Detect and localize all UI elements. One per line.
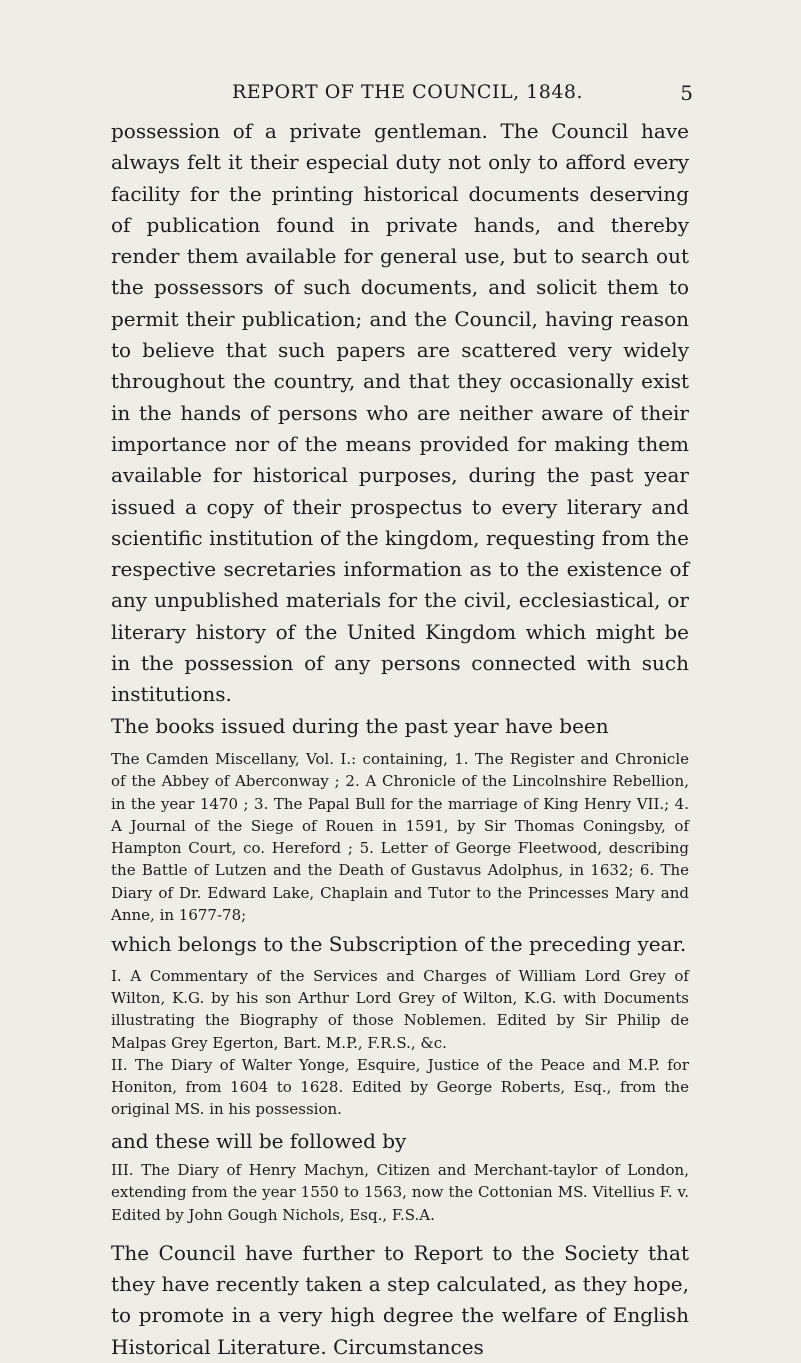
paragraph-followed-by: and these will be followed by	[111, 1128, 407, 1153]
paragraph-books-intro: The books issued during the past year have been	[111, 713, 609, 738]
list-item-diary-yonge: II. The Diary of Walter Yonge, Esquire, Justice of the Peace and M.P. for Honiton, from 1604 to 1628. Edited by George Roberts, Esq., from the original MS. in his possession.	[111, 1055, 689, 1119]
running-title: REPORT OF THE COUNCIL, 1848.	[232, 81, 584, 103]
paragraph-subscription: which belongs to the Subscription of the preceding year.	[111, 932, 687, 957]
page-number: 5	[680, 81, 693, 105]
paragraph-final: The Council have further to Report to the Society that they have recently taken a step calculated, as they hope, to promote in a very high degree the welfare of English Historical Literature. Circumstances	[111, 1240, 689, 1359]
list-item-diary-machyn: III. The Diary of Henry Machyn, Citizen and Merchant-taylor of London, extending from the year 1550 to 1563, now the Cottonian MS. Vitellius F. v. Edited by John Gough Nichols, Esq., F.S.A.	[111, 1160, 689, 1224]
paragraph-possession: possession of a private gentleman. The Council have always felt it their especial duty not only to afford every facility for the printing historical documents deserving of publication found in private hands, and thereby render them available for general use, but to search out the possessors of such documents, and solicit them to permit their publication; and the Council, having reason to believe that such papers are scattered very widely throughout the country, and that they occasionally exist in the hands of persons who are neither aware of their importance nor of the means provided for making them available for historical purposes, during the past year issued a copy of their prospectus to every literary and scientific institution of the kingdom, requesting from the respective secretaries information as to the existence of any unpublished materials for the civil, ecclesiastical, or literary history of the United Kingdom which might be in the possession of any persons connected with such institutions.	[111, 119, 689, 707]
page-body	[111, 116, 689, 1363]
paragraph-camden-miscellany: The Camden Miscellany, Vol. I.: containing, 1. The Register and Chronicle of the Abbey of Aberconway ; 2. A Chronicle of the Lincolnshire Rebellion, in the year 1470 ; 3. The Papal Bull for the marriage of King Henry VII.; 4. A Journal of the Siege of Rouen in 1591, by Sir Thomas Coningsby, of Hampton Court, co. Hereford ; 5. Letter of George Fleetwood, describing the Battle of Lutzen and the Death of Gustavus Adolphus, in 1632; 6. The Diary of Dr. Edward Lake, Chaplain and Tutor to the Princesses Mary and Anne, in 1677-78;	[111, 749, 689, 925]
page-header	[0, 81, 801, 107]
list-item-commentary: I. A Commentary of the Services and Charges of William Lord Grey of Wilton, K.G. by his son Arthur Lord Grey of Wilton, K.G. with Documents illustrating the Biography of those Noblemen. Edited by Sir Philip de Malpas Grey Egerton, Bart. M.P., F.R.S., &c.	[111, 966, 689, 1052]
